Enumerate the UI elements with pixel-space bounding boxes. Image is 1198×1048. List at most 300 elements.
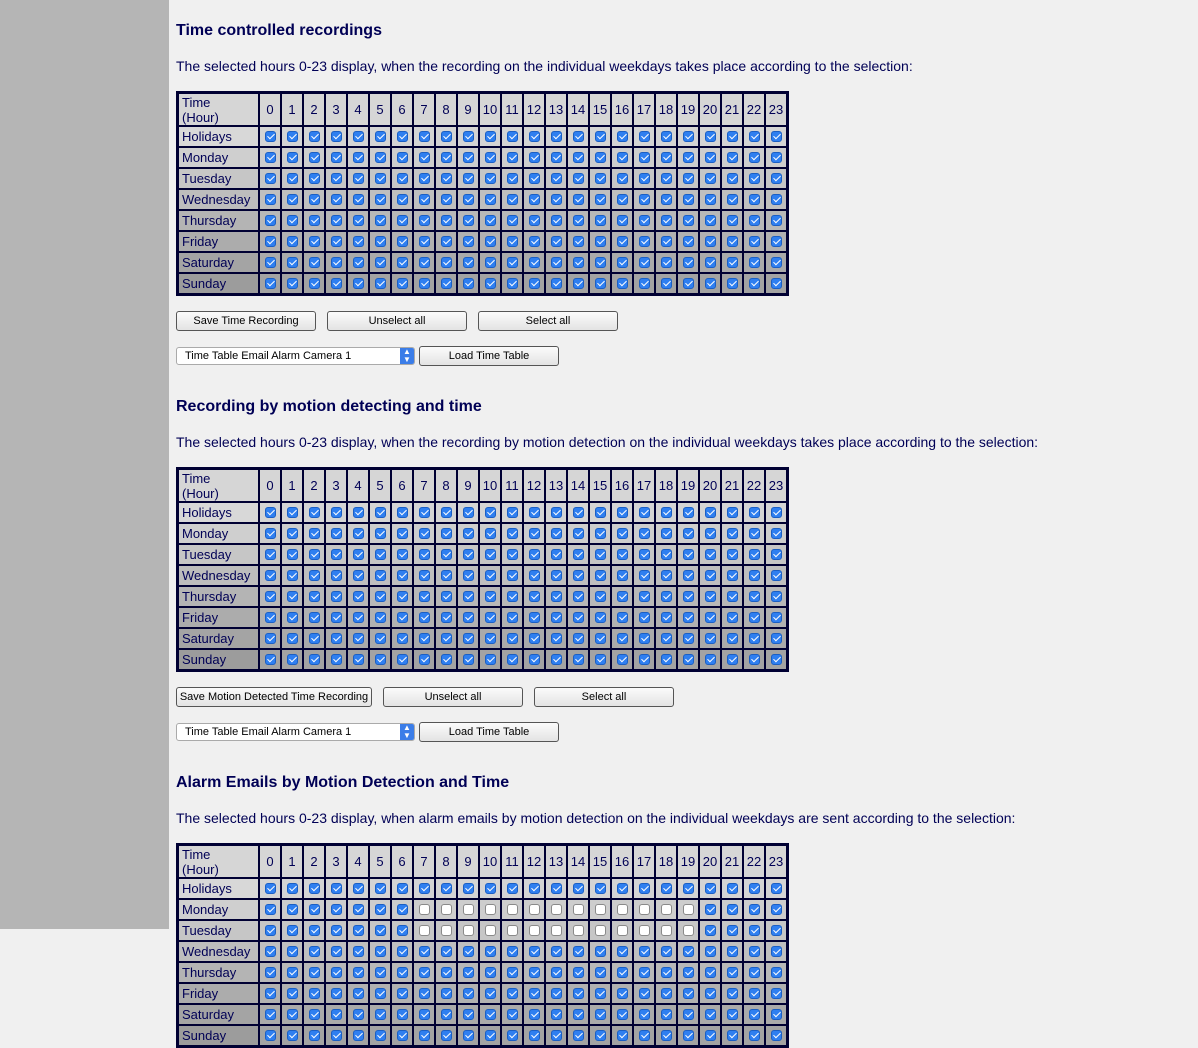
hour-checkbox-sunday-4[interactable] — [353, 1030, 364, 1041]
hour-checkbox-tuesday-19[interactable] — [683, 925, 694, 936]
hour-checkbox-wednesday-13[interactable] — [551, 946, 562, 957]
hour-checkbox-sunday-20[interactable] — [705, 1030, 716, 1041]
hour-checkbox-wednesday-3[interactable] — [331, 570, 342, 581]
hour-checkbox-thursday-8[interactable] — [441, 591, 452, 602]
hour-checkbox-friday-11[interactable] — [507, 988, 518, 999]
hour-checkbox-friday-23[interactable] — [771, 612, 782, 623]
hour-checkbox-friday-12[interactable] — [529, 988, 540, 999]
hour-checkbox-monday-12[interactable] — [529, 904, 540, 915]
hour-checkbox-sunday-13[interactable] — [551, 654, 562, 665]
hour-checkbox-holidays-22[interactable] — [749, 883, 760, 894]
hour-checkbox-tuesday-17[interactable] — [639, 173, 650, 184]
hour-checkbox-sunday-15[interactable] — [595, 654, 606, 665]
hour-checkbox-monday-3[interactable] — [331, 152, 342, 163]
hour-checkbox-wednesday-10[interactable] — [485, 946, 496, 957]
hour-checkbox-monday-14[interactable] — [573, 528, 584, 539]
hour-checkbox-saturday-18[interactable] — [661, 633, 672, 644]
hour-checkbox-wednesday-18[interactable] — [661, 946, 672, 957]
hour-checkbox-wednesday-8[interactable] — [441, 946, 452, 957]
hour-checkbox-sunday-1[interactable] — [287, 278, 298, 289]
hour-checkbox-sunday-23[interactable] — [771, 1030, 782, 1041]
hour-checkbox-saturday-11[interactable] — [507, 633, 518, 644]
hour-checkbox-saturday-14[interactable] — [573, 257, 584, 268]
select-all-button[interactable]: Select all — [478, 311, 618, 331]
hour-checkbox-tuesday-21[interactable] — [727, 549, 738, 560]
hour-checkbox-saturday-2[interactable] — [309, 633, 320, 644]
hour-checkbox-sunday-4[interactable] — [353, 654, 364, 665]
hour-checkbox-friday-16[interactable] — [617, 612, 628, 623]
hour-checkbox-tuesday-15[interactable] — [595, 549, 606, 560]
hour-checkbox-friday-19[interactable] — [683, 988, 694, 999]
hour-checkbox-friday-22[interactable] — [749, 236, 760, 247]
hour-checkbox-monday-23[interactable] — [771, 528, 782, 539]
hour-checkbox-tuesday-15[interactable] — [595, 173, 606, 184]
hour-checkbox-monday-10[interactable] — [485, 904, 496, 915]
hour-checkbox-sunday-16[interactable] — [617, 278, 628, 289]
hour-checkbox-holidays-19[interactable] — [683, 507, 694, 518]
hour-checkbox-sunday-6[interactable] — [397, 1030, 408, 1041]
hour-checkbox-friday-2[interactable] — [309, 988, 320, 999]
hour-checkbox-tuesday-11[interactable] — [507, 173, 518, 184]
hour-checkbox-friday-0[interactable] — [265, 236, 276, 247]
hour-checkbox-friday-8[interactable] — [441, 236, 452, 247]
hour-checkbox-tuesday-12[interactable] — [529, 173, 540, 184]
hour-checkbox-tuesday-7[interactable] — [419, 925, 430, 936]
hour-checkbox-thursday-19[interactable] — [683, 215, 694, 226]
hour-checkbox-sunday-14[interactable] — [573, 278, 584, 289]
hour-checkbox-thursday-21[interactable] — [727, 591, 738, 602]
hour-checkbox-thursday-13[interactable] — [551, 215, 562, 226]
hour-checkbox-holidays-12[interactable] — [529, 507, 540, 518]
hour-checkbox-sunday-13[interactable] — [551, 1030, 562, 1041]
hour-checkbox-holidays-22[interactable] — [749, 131, 760, 142]
hour-checkbox-sunday-22[interactable] — [749, 654, 760, 665]
hour-checkbox-friday-16[interactable] — [617, 988, 628, 999]
hour-checkbox-wednesday-6[interactable] — [397, 194, 408, 205]
hour-checkbox-thursday-6[interactable] — [397, 967, 408, 978]
hour-checkbox-tuesday-13[interactable] — [551, 925, 562, 936]
hour-checkbox-friday-8[interactable] — [441, 988, 452, 999]
hour-checkbox-holidays-12[interactable] — [529, 883, 540, 894]
hour-checkbox-monday-5[interactable] — [375, 904, 386, 915]
hour-checkbox-monday-18[interactable] — [661, 528, 672, 539]
hour-checkbox-friday-13[interactable] — [551, 612, 562, 623]
hour-checkbox-thursday-15[interactable] — [595, 967, 606, 978]
hour-checkbox-saturday-10[interactable] — [485, 633, 496, 644]
hour-checkbox-saturday-16[interactable] — [617, 633, 628, 644]
hour-checkbox-holidays-17[interactable] — [639, 883, 650, 894]
hour-checkbox-wednesday-5[interactable] — [375, 570, 386, 581]
hour-checkbox-holidays-11[interactable] — [507, 883, 518, 894]
hour-checkbox-friday-7[interactable] — [419, 612, 430, 623]
hour-checkbox-thursday-13[interactable] — [551, 967, 562, 978]
hour-checkbox-wednesday-2[interactable] — [309, 570, 320, 581]
hour-checkbox-tuesday-1[interactable] — [287, 925, 298, 936]
hour-checkbox-wednesday-1[interactable] — [287, 194, 298, 205]
hour-checkbox-thursday-7[interactable] — [419, 967, 430, 978]
hour-checkbox-holidays-6[interactable] — [397, 131, 408, 142]
hour-checkbox-monday-20[interactable] — [705, 152, 716, 163]
hour-checkbox-holidays-4[interactable] — [353, 883, 364, 894]
hour-checkbox-saturday-12[interactable] — [529, 257, 540, 268]
hour-checkbox-thursday-23[interactable] — [771, 967, 782, 978]
hour-checkbox-friday-1[interactable] — [287, 612, 298, 623]
hour-checkbox-sunday-21[interactable] — [727, 278, 738, 289]
hour-checkbox-tuesday-17[interactable] — [639, 549, 650, 560]
hour-checkbox-holidays-16[interactable] — [617, 883, 628, 894]
hour-checkbox-tuesday-13[interactable] — [551, 549, 562, 560]
hour-checkbox-tuesday-4[interactable] — [353, 173, 364, 184]
hour-checkbox-tuesday-4[interactable] — [353, 549, 364, 560]
hour-checkbox-monday-3[interactable] — [331, 528, 342, 539]
hour-checkbox-holidays-9[interactable] — [463, 507, 474, 518]
hour-checkbox-friday-0[interactable] — [265, 988, 276, 999]
hour-checkbox-saturday-5[interactable] — [375, 633, 386, 644]
hour-checkbox-tuesday-22[interactable] — [749, 549, 760, 560]
hour-checkbox-sunday-5[interactable] — [375, 654, 386, 665]
hour-checkbox-wednesday-17[interactable] — [639, 570, 650, 581]
hour-checkbox-sunday-14[interactable] — [573, 1030, 584, 1041]
hour-checkbox-holidays-9[interactable] — [463, 131, 474, 142]
hour-checkbox-saturday-23[interactable] — [771, 257, 782, 268]
hour-checkbox-holidays-16[interactable] — [617, 507, 628, 518]
hour-checkbox-wednesday-1[interactable] — [287, 946, 298, 957]
hour-checkbox-sunday-11[interactable] — [507, 1030, 518, 1041]
save-motion-detected-time-recording-button[interactable]: Save Motion Detected Time Recording — [176, 687, 372, 707]
hour-checkbox-friday-17[interactable] — [639, 612, 650, 623]
hour-checkbox-friday-6[interactable] — [397, 612, 408, 623]
hour-checkbox-holidays-17[interactable] — [639, 507, 650, 518]
hour-checkbox-sunday-20[interactable] — [705, 654, 716, 665]
hour-checkbox-friday-2[interactable] — [309, 236, 320, 247]
hour-checkbox-monday-22[interactable] — [749, 152, 760, 163]
hour-checkbox-wednesday-15[interactable] — [595, 570, 606, 581]
hour-checkbox-monday-12[interactable] — [529, 528, 540, 539]
hour-checkbox-sunday-23[interactable] — [771, 278, 782, 289]
hour-checkbox-friday-18[interactable] — [661, 236, 672, 247]
hour-checkbox-thursday-23[interactable] — [771, 591, 782, 602]
hour-checkbox-monday-23[interactable] — [771, 152, 782, 163]
hour-checkbox-holidays-0[interactable] — [265, 507, 276, 518]
hour-checkbox-saturday-1[interactable] — [287, 633, 298, 644]
hour-checkbox-sunday-0[interactable] — [265, 1030, 276, 1041]
hour-checkbox-thursday-4[interactable] — [353, 215, 364, 226]
hour-checkbox-sunday-2[interactable] — [309, 278, 320, 289]
hour-checkbox-thursday-2[interactable] — [309, 215, 320, 226]
hour-checkbox-wednesday-23[interactable] — [771, 946, 782, 957]
hour-checkbox-sunday-3[interactable] — [331, 1030, 342, 1041]
hour-checkbox-monday-15[interactable] — [595, 152, 606, 163]
hour-checkbox-friday-10[interactable] — [485, 988, 496, 999]
hour-checkbox-monday-2[interactable] — [309, 152, 320, 163]
hour-checkbox-friday-17[interactable] — [639, 988, 650, 999]
hour-checkbox-friday-20[interactable] — [705, 988, 716, 999]
hour-checkbox-wednesday-0[interactable] — [265, 946, 276, 957]
hour-checkbox-sunday-5[interactable] — [375, 278, 386, 289]
hour-checkbox-tuesday-19[interactable] — [683, 173, 694, 184]
hour-checkbox-holidays-13[interactable] — [551, 507, 562, 518]
hour-checkbox-thursday-1[interactable] — [287, 967, 298, 978]
hour-checkbox-thursday-22[interactable] — [749, 215, 760, 226]
hour-checkbox-thursday-23[interactable] — [771, 215, 782, 226]
hour-checkbox-sunday-11[interactable] — [507, 278, 518, 289]
hour-checkbox-sunday-3[interactable] — [331, 278, 342, 289]
hour-checkbox-holidays-23[interactable] — [771, 507, 782, 518]
hour-checkbox-saturday-22[interactable] — [749, 1009, 760, 1020]
hour-checkbox-holidays-18[interactable] — [661, 507, 672, 518]
hour-checkbox-monday-19[interactable] — [683, 904, 694, 915]
hour-checkbox-saturday-12[interactable] — [529, 633, 540, 644]
hour-checkbox-saturday-0[interactable] — [265, 633, 276, 644]
hour-checkbox-sunday-17[interactable] — [639, 1030, 650, 1041]
hour-checkbox-tuesday-13[interactable] — [551, 173, 562, 184]
hour-checkbox-tuesday-21[interactable] — [727, 173, 738, 184]
hour-checkbox-friday-11[interactable] — [507, 236, 518, 247]
hour-checkbox-thursday-12[interactable] — [529, 215, 540, 226]
hour-checkbox-monday-21[interactable] — [727, 528, 738, 539]
hour-checkbox-sunday-5[interactable] — [375, 1030, 386, 1041]
hour-checkbox-monday-8[interactable] — [441, 528, 452, 539]
hour-checkbox-holidays-21[interactable] — [727, 131, 738, 142]
hour-checkbox-holidays-10[interactable] — [485, 507, 496, 518]
hour-checkbox-friday-11[interactable] — [507, 612, 518, 623]
hour-checkbox-thursday-7[interactable] — [419, 215, 430, 226]
hour-checkbox-holidays-5[interactable] — [375, 507, 386, 518]
hour-checkbox-tuesday-23[interactable] — [771, 549, 782, 560]
hour-checkbox-monday-8[interactable] — [441, 904, 452, 915]
hour-checkbox-thursday-2[interactable] — [309, 591, 320, 602]
hour-checkbox-wednesday-21[interactable] — [727, 194, 738, 205]
hour-checkbox-holidays-20[interactable] — [705, 507, 716, 518]
hour-checkbox-wednesday-13[interactable] — [551, 570, 562, 581]
hour-checkbox-saturday-17[interactable] — [639, 633, 650, 644]
hour-checkbox-thursday-17[interactable] — [639, 215, 650, 226]
hour-checkbox-saturday-2[interactable] — [309, 257, 320, 268]
hour-checkbox-friday-6[interactable] — [397, 988, 408, 999]
hour-checkbox-tuesday-16[interactable] — [617, 549, 628, 560]
hour-checkbox-sunday-18[interactable] — [661, 654, 672, 665]
hour-checkbox-saturday-16[interactable] — [617, 1009, 628, 1020]
hour-checkbox-sunday-20[interactable] — [705, 278, 716, 289]
hour-checkbox-sunday-4[interactable] — [353, 278, 364, 289]
hour-checkbox-saturday-9[interactable] — [463, 633, 474, 644]
hour-checkbox-sunday-9[interactable] — [463, 654, 474, 665]
hour-checkbox-wednesday-6[interactable] — [397, 570, 408, 581]
hour-checkbox-saturday-20[interactable] — [705, 257, 716, 268]
hour-checkbox-wednesday-14[interactable] — [573, 194, 584, 205]
hour-checkbox-friday-19[interactable] — [683, 236, 694, 247]
hour-checkbox-saturday-7[interactable] — [419, 257, 430, 268]
hour-checkbox-friday-23[interactable] — [771, 236, 782, 247]
hour-checkbox-saturday-13[interactable] — [551, 1009, 562, 1020]
hour-checkbox-saturday-7[interactable] — [419, 633, 430, 644]
hour-checkbox-tuesday-8[interactable] — [441, 925, 452, 936]
hour-checkbox-saturday-21[interactable] — [727, 633, 738, 644]
hour-checkbox-monday-10[interactable] — [485, 152, 496, 163]
hour-checkbox-saturday-5[interactable] — [375, 1009, 386, 1020]
hour-checkbox-thursday-7[interactable] — [419, 591, 430, 602]
hour-checkbox-saturday-6[interactable] — [397, 633, 408, 644]
save-time-recording-button[interactable]: Save Time Recording — [176, 311, 316, 331]
hour-checkbox-thursday-11[interactable] — [507, 967, 518, 978]
hour-checkbox-monday-6[interactable] — [397, 152, 408, 163]
hour-checkbox-tuesday-7[interactable] — [419, 173, 430, 184]
hour-checkbox-holidays-11[interactable] — [507, 131, 518, 142]
hour-checkbox-sunday-8[interactable] — [441, 278, 452, 289]
hour-checkbox-thursday-9[interactable] — [463, 215, 474, 226]
hour-checkbox-tuesday-4[interactable] — [353, 925, 364, 936]
hour-checkbox-sunday-2[interactable] — [309, 1030, 320, 1041]
hour-checkbox-thursday-20[interactable] — [705, 967, 716, 978]
hour-checkbox-holidays-19[interactable] — [683, 883, 694, 894]
unselect-all-button[interactable]: Unselect all — [327, 311, 467, 331]
hour-checkbox-monday-18[interactable] — [661, 904, 672, 915]
hour-checkbox-sunday-10[interactable] — [485, 654, 496, 665]
hour-checkbox-wednesday-11[interactable] — [507, 194, 518, 205]
hour-checkbox-tuesday-18[interactable] — [661, 925, 672, 936]
hour-checkbox-holidays-8[interactable] — [441, 507, 452, 518]
hour-checkbox-friday-13[interactable] — [551, 236, 562, 247]
hour-checkbox-saturday-11[interactable] — [507, 1009, 518, 1020]
hour-checkbox-friday-2[interactable] — [309, 612, 320, 623]
hour-checkbox-holidays-18[interactable] — [661, 883, 672, 894]
hour-checkbox-friday-10[interactable] — [485, 612, 496, 623]
hour-checkbox-wednesday-0[interactable] — [265, 570, 276, 581]
hour-checkbox-monday-2[interactable] — [309, 904, 320, 915]
hour-checkbox-sunday-11[interactable] — [507, 654, 518, 665]
unselect-all-button[interactable]: Unselect all — [383, 687, 523, 707]
hour-checkbox-monday-8[interactable] — [441, 152, 452, 163]
hour-checkbox-tuesday-12[interactable] — [529, 925, 540, 936]
hour-checkbox-thursday-14[interactable] — [573, 215, 584, 226]
hour-checkbox-tuesday-20[interactable] — [705, 925, 716, 936]
hour-checkbox-friday-17[interactable] — [639, 236, 650, 247]
hour-checkbox-holidays-23[interactable] — [771, 883, 782, 894]
hour-checkbox-monday-7[interactable] — [419, 152, 430, 163]
hour-checkbox-wednesday-23[interactable] — [771, 194, 782, 205]
hour-checkbox-saturday-8[interactable] — [441, 257, 452, 268]
hour-checkbox-holidays-5[interactable] — [375, 883, 386, 894]
hour-checkbox-thursday-0[interactable] — [265, 967, 276, 978]
hour-checkbox-friday-8[interactable] — [441, 612, 452, 623]
hour-checkbox-tuesday-6[interactable] — [397, 925, 408, 936]
hour-checkbox-friday-3[interactable] — [331, 988, 342, 999]
hour-checkbox-tuesday-1[interactable] — [287, 549, 298, 560]
hour-checkbox-wednesday-0[interactable] — [265, 194, 276, 205]
hour-checkbox-saturday-21[interactable] — [727, 1009, 738, 1020]
hour-checkbox-thursday-0[interactable] — [265, 215, 276, 226]
hour-checkbox-sunday-16[interactable] — [617, 1030, 628, 1041]
hour-checkbox-tuesday-23[interactable] — [771, 173, 782, 184]
hour-checkbox-sunday-7[interactable] — [419, 654, 430, 665]
hour-checkbox-sunday-2[interactable] — [309, 654, 320, 665]
hour-checkbox-wednesday-22[interactable] — [749, 946, 760, 957]
hour-checkbox-friday-22[interactable] — [749, 612, 760, 623]
hour-checkbox-saturday-23[interactable] — [771, 633, 782, 644]
hour-checkbox-monday-19[interactable] — [683, 152, 694, 163]
hour-checkbox-holidays-21[interactable] — [727, 507, 738, 518]
hour-checkbox-monday-3[interactable] — [331, 904, 342, 915]
hour-checkbox-holidays-2[interactable] — [309, 507, 320, 518]
hour-checkbox-wednesday-20[interactable] — [705, 194, 716, 205]
hour-checkbox-friday-1[interactable] — [287, 988, 298, 999]
hour-checkbox-thursday-12[interactable] — [529, 967, 540, 978]
time-table-select[interactable] — [176, 723, 415, 741]
hour-checkbox-holidays-20[interactable] — [705, 131, 716, 142]
hour-checkbox-monday-4[interactable] — [353, 528, 364, 539]
hour-checkbox-friday-15[interactable] — [595, 612, 606, 623]
hour-checkbox-tuesday-9[interactable] — [463, 173, 474, 184]
hour-checkbox-saturday-15[interactable] — [595, 1009, 606, 1020]
hour-checkbox-wednesday-14[interactable] — [573, 570, 584, 581]
hour-checkbox-monday-21[interactable] — [727, 904, 738, 915]
hour-checkbox-thursday-3[interactable] — [331, 967, 342, 978]
hour-checkbox-monday-5[interactable] — [375, 528, 386, 539]
hour-checkbox-friday-22[interactable] — [749, 988, 760, 999]
hour-checkbox-thursday-3[interactable] — [331, 215, 342, 226]
hour-checkbox-wednesday-12[interactable] — [529, 194, 540, 205]
hour-checkbox-monday-9[interactable] — [463, 152, 474, 163]
hour-checkbox-wednesday-18[interactable] — [661, 570, 672, 581]
hour-checkbox-sunday-23[interactable] — [771, 654, 782, 665]
hour-checkbox-saturday-23[interactable] — [771, 1009, 782, 1020]
hour-checkbox-saturday-10[interactable] — [485, 257, 496, 268]
hour-checkbox-friday-18[interactable] — [661, 612, 672, 623]
hour-checkbox-thursday-20[interactable] — [705, 215, 716, 226]
hour-checkbox-holidays-15[interactable] — [595, 131, 606, 142]
hour-checkbox-wednesday-12[interactable] — [529, 570, 540, 581]
hour-checkbox-wednesday-2[interactable] — [309, 946, 320, 957]
hour-checkbox-thursday-1[interactable] — [287, 215, 298, 226]
hour-checkbox-holidays-21[interactable] — [727, 883, 738, 894]
hour-checkbox-thursday-5[interactable] — [375, 591, 386, 602]
hour-checkbox-tuesday-2[interactable] — [309, 925, 320, 936]
hour-checkbox-wednesday-21[interactable] — [727, 946, 738, 957]
hour-checkbox-tuesday-14[interactable] — [573, 549, 584, 560]
hour-checkbox-sunday-9[interactable] — [463, 278, 474, 289]
hour-checkbox-wednesday-10[interactable] — [485, 570, 496, 581]
hour-checkbox-friday-18[interactable] — [661, 988, 672, 999]
hour-checkbox-monday-16[interactable] — [617, 528, 628, 539]
hour-checkbox-holidays-16[interactable] — [617, 131, 628, 142]
hour-checkbox-thursday-9[interactable] — [463, 967, 474, 978]
hour-checkbox-sunday-19[interactable] — [683, 278, 694, 289]
hour-checkbox-thursday-22[interactable] — [749, 591, 760, 602]
hour-checkbox-monday-16[interactable] — [617, 152, 628, 163]
hour-checkbox-holidays-3[interactable] — [331, 507, 342, 518]
hour-checkbox-holidays-14[interactable] — [573, 131, 584, 142]
hour-checkbox-sunday-6[interactable] — [397, 278, 408, 289]
hour-checkbox-holidays-19[interactable] — [683, 131, 694, 142]
hour-checkbox-tuesday-5[interactable] — [375, 549, 386, 560]
hour-checkbox-wednesday-8[interactable] — [441, 570, 452, 581]
hour-checkbox-sunday-19[interactable] — [683, 654, 694, 665]
hour-checkbox-thursday-0[interactable] — [265, 591, 276, 602]
hour-checkbox-thursday-6[interactable] — [397, 591, 408, 602]
hour-checkbox-holidays-0[interactable] — [265, 131, 276, 142]
hour-checkbox-holidays-18[interactable] — [661, 131, 672, 142]
hour-checkbox-saturday-19[interactable] — [683, 257, 694, 268]
hour-checkbox-saturday-5[interactable] — [375, 257, 386, 268]
hour-checkbox-monday-10[interactable] — [485, 528, 496, 539]
hour-checkbox-wednesday-13[interactable] — [551, 194, 562, 205]
hour-checkbox-holidays-2[interactable] — [309, 131, 320, 142]
hour-checkbox-tuesday-15[interactable] — [595, 925, 606, 936]
hour-checkbox-tuesday-18[interactable] — [661, 173, 672, 184]
hour-checkbox-sunday-18[interactable] — [661, 278, 672, 289]
hour-checkbox-monday-13[interactable] — [551, 152, 562, 163]
hour-checkbox-wednesday-15[interactable] — [595, 946, 606, 957]
